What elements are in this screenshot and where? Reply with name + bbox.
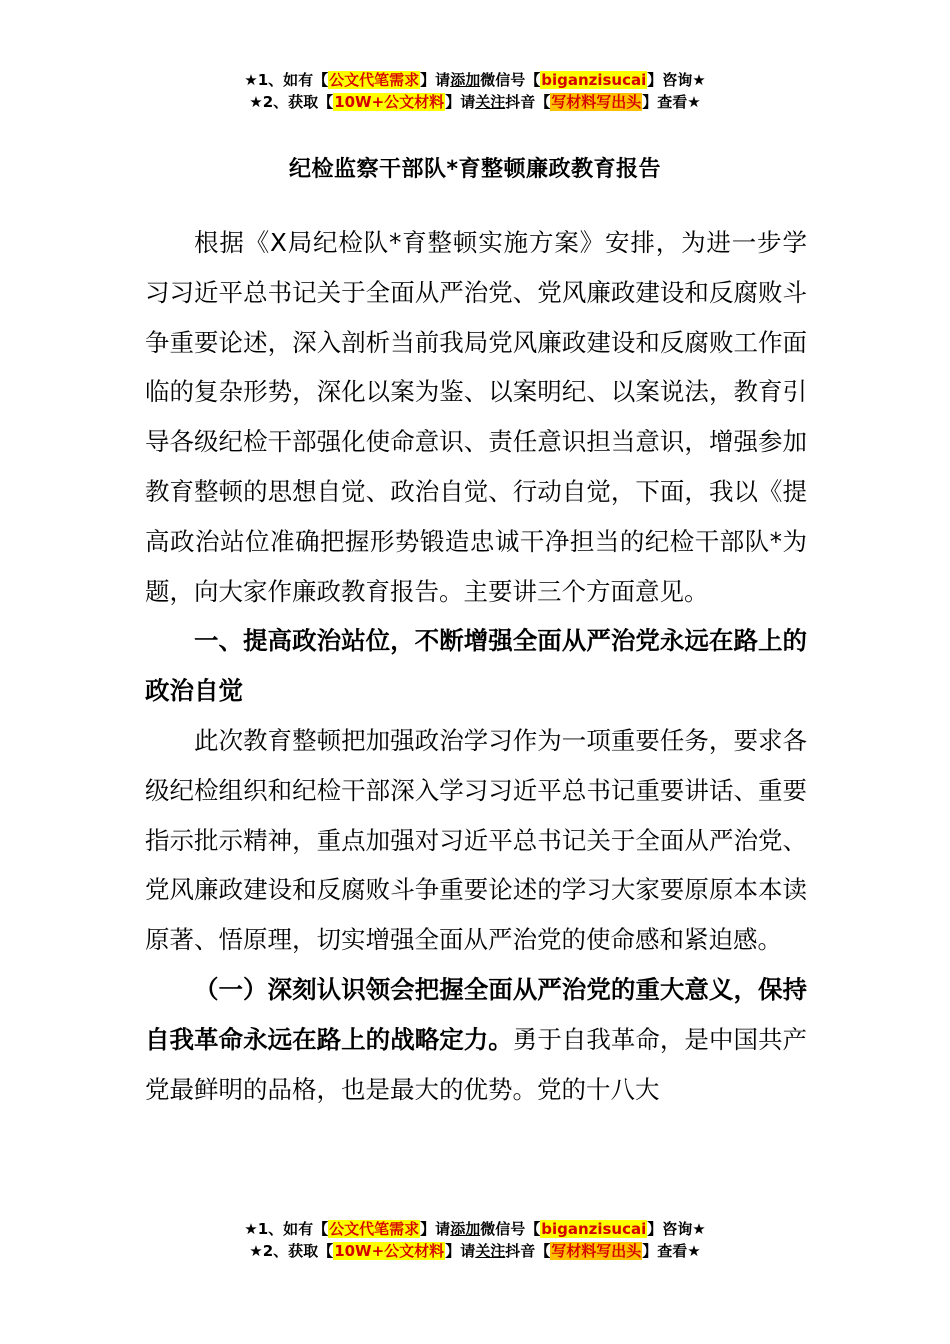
promo-text: ★1、如有【 (244, 71, 329, 89)
promo-text: 】请 (420, 71, 451, 89)
footer-promo-banner (0, 1218, 950, 1262)
subsection-heading-1: （一）深刻认识领会把握全面从严治党的重大意义，保持自我革命永远在路上的战略定力。 (145, 974, 807, 1054)
section-heading-1: 一、提高政治站位，不断增强全面从严治党永远在路上的政治自觉 (145, 626, 807, 706)
promo-line-2 (0, 91, 950, 113)
promo-text: 】查看★ (642, 93, 701, 111)
promo-wechat-id: biganzisucai (541, 1220, 647, 1238)
promo-text: ★1、如有【 (244, 1220, 329, 1238)
promo-text: ★2、获取【 (249, 93, 334, 111)
promo-text: 抖音【 (505, 1242, 551, 1260)
promo-underlined: 添加 (450, 71, 481, 89)
paragraph-intro: 根据《X局纪检队*育整顿实施方案》安排，为进一步学习习近平总书记关于全面从严治党、党风廉政建设和反腐败斗争重要论述，深入剖析当前我局党风廉政建设和反腐败工作面临的复杂形势，深化以案为鉴、以案明纪、以案说法，教育引导各级纪检干部强化使命意识、责任意识担当意识，增强参加教育整顿的思想自觉、政治自觉、行动自觉，下面，我以《提高政治站位准确把握形势锻造忠诚干净担当的纪检干部队*为题，向大家作廉政教育报告。主要讲三个方面意见。 (145, 228, 807, 606)
promo-line-1 (0, 1218, 950, 1240)
promo-highlight: 10W+公文材料 (334, 93, 445, 111)
promo-text: 】请 (445, 93, 476, 111)
paragraph-section-1: 此次教育整顿把加强政治学习作为一项重要任务，要求各级纪检组织和纪检干部深入学习习近平总书记重要讲话、重要指示批示精神，重点加强对习近平总书记关于全面从严治党、党风廉政建设和反腐败斗争重要论述的学习大家要原原本本读原著、悟原理，切实增强全面从严治党的使命感和紧迫感。 (145, 725, 807, 955)
document-body (145, 218, 807, 1114)
promo-underlined: 添加 (450, 1220, 481, 1238)
header-promo-banner (0, 69, 950, 113)
promo-highlight: 10W+公文材料 (334, 1242, 445, 1260)
promo-underlined: 关注 (475, 93, 506, 111)
promo-wechat-id: biganzisucai (541, 71, 647, 89)
promo-text: 】查看★ (642, 1242, 701, 1260)
document-title: 纪检监察干部队*育整顿廉政教育报告 (288, 157, 661, 182)
promo-line-2 (0, 1240, 950, 1262)
promo-text: 】咨询★ (647, 1220, 706, 1238)
promo-highlight: 公文代笔需求 (329, 1220, 420, 1238)
promo-text: ★2、获取【 (249, 1242, 334, 1260)
promo-text: 微信号【 (480, 1220, 541, 1238)
promo-text: 】咨询★ (647, 71, 706, 89)
promo-underlined: 关注 (475, 1242, 506, 1260)
promo-highlight: 公文代笔需求 (329, 71, 420, 89)
promo-text: 微信号【 (480, 71, 541, 89)
promo-douyin-id: 写材料写出头 (551, 1242, 642, 1260)
subsection-text: 勇于自我革命，是中国共产党最鲜明的品格，也是最大的优势。党的十八大 (145, 1024, 808, 1104)
promo-douyin-id: 写材料写出头 (551, 93, 642, 111)
promo-line-1 (0, 69, 950, 91)
paragraph-subsection-1 (145, 965, 807, 1114)
promo-text: 】请 (445, 1242, 476, 1260)
promo-text: 抖音【 (505, 93, 551, 111)
promo-text: 】请 (420, 1220, 451, 1238)
